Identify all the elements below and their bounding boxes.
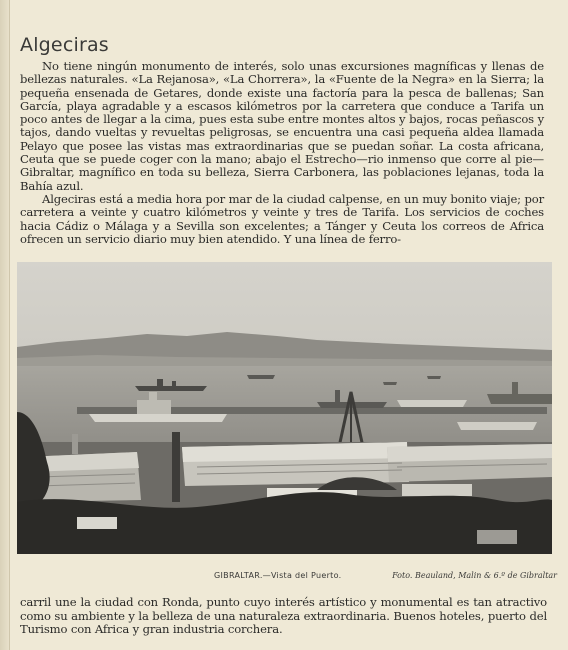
paragraph-1: No tiene ningún monumento de interés, solo unas excursiones magníficas y llenas de bellezas naturales. «La Rejanosa», «La Chorrera», la «Fuente de la Negra» en la Sierra; la pequeña ensenada de Getares, donde existe una factoría para la pesca de ballenas; San García, playa agradable y a escasos kilómetros por la carretera que conduce a Tarifa un poco antes de llegar a la cima, pues esta sube entre montes altos y bajos, rocas peñascos y tajos, dando vueltas y revueltas peligrosas, se encuentra una casi pequeña aldea llamada Pelayo que posee las vistas mas extraordinarias que se puedan soñar. La costa africana, Ceuta que se puede coger con la mano; abajo el Estrecho—rio inmenso que corre al pie—Gibraltar, magnífico en toda su belleza, Sierra Carbonera, las poblaciones lejanas, toda la Bahía azul. <box>20 59 544 193</box>
article-body <box>20 60 544 246</box>
paragraph-3: carril une la ciudad con Ronda, punto cuyo interés artístico y monumental es tan atractivo como su ambiente y la belleza de una naturaleza extraordinaria. Buenos hoteles, puerto del Turismo con Africa y gran industria corchera. <box>20 595 547 636</box>
caption-credit: Foto. Beauland, Malin & 6.º de Gibraltar <box>392 571 557 580</box>
caption-title: GIBRALTAR.—Vista del Puerto. <box>214 571 342 580</box>
continuation-text <box>20 596 547 637</box>
page-binding-edge <box>0 0 10 650</box>
gibraltar-harbour-image <box>17 262 552 554</box>
page-heading: Algeciras <box>20 34 109 56</box>
paragraph-2: Algeciras está a media hora por mar de la ciudad calpense, en un muy bonito viaje; por carretera a veinte y cuatro kilómetros y veinte y tres de Tarifa. Los servicios de coches hacia Cádiz o Málaga y a Sevilla son excelentes; a Tánger y Ceuta los correos de Africa ofrecen un servicio diario muy bien atendido. Y una línea de ferro- <box>20 191 544 246</box>
harbour-photograph <box>17 262 552 554</box>
